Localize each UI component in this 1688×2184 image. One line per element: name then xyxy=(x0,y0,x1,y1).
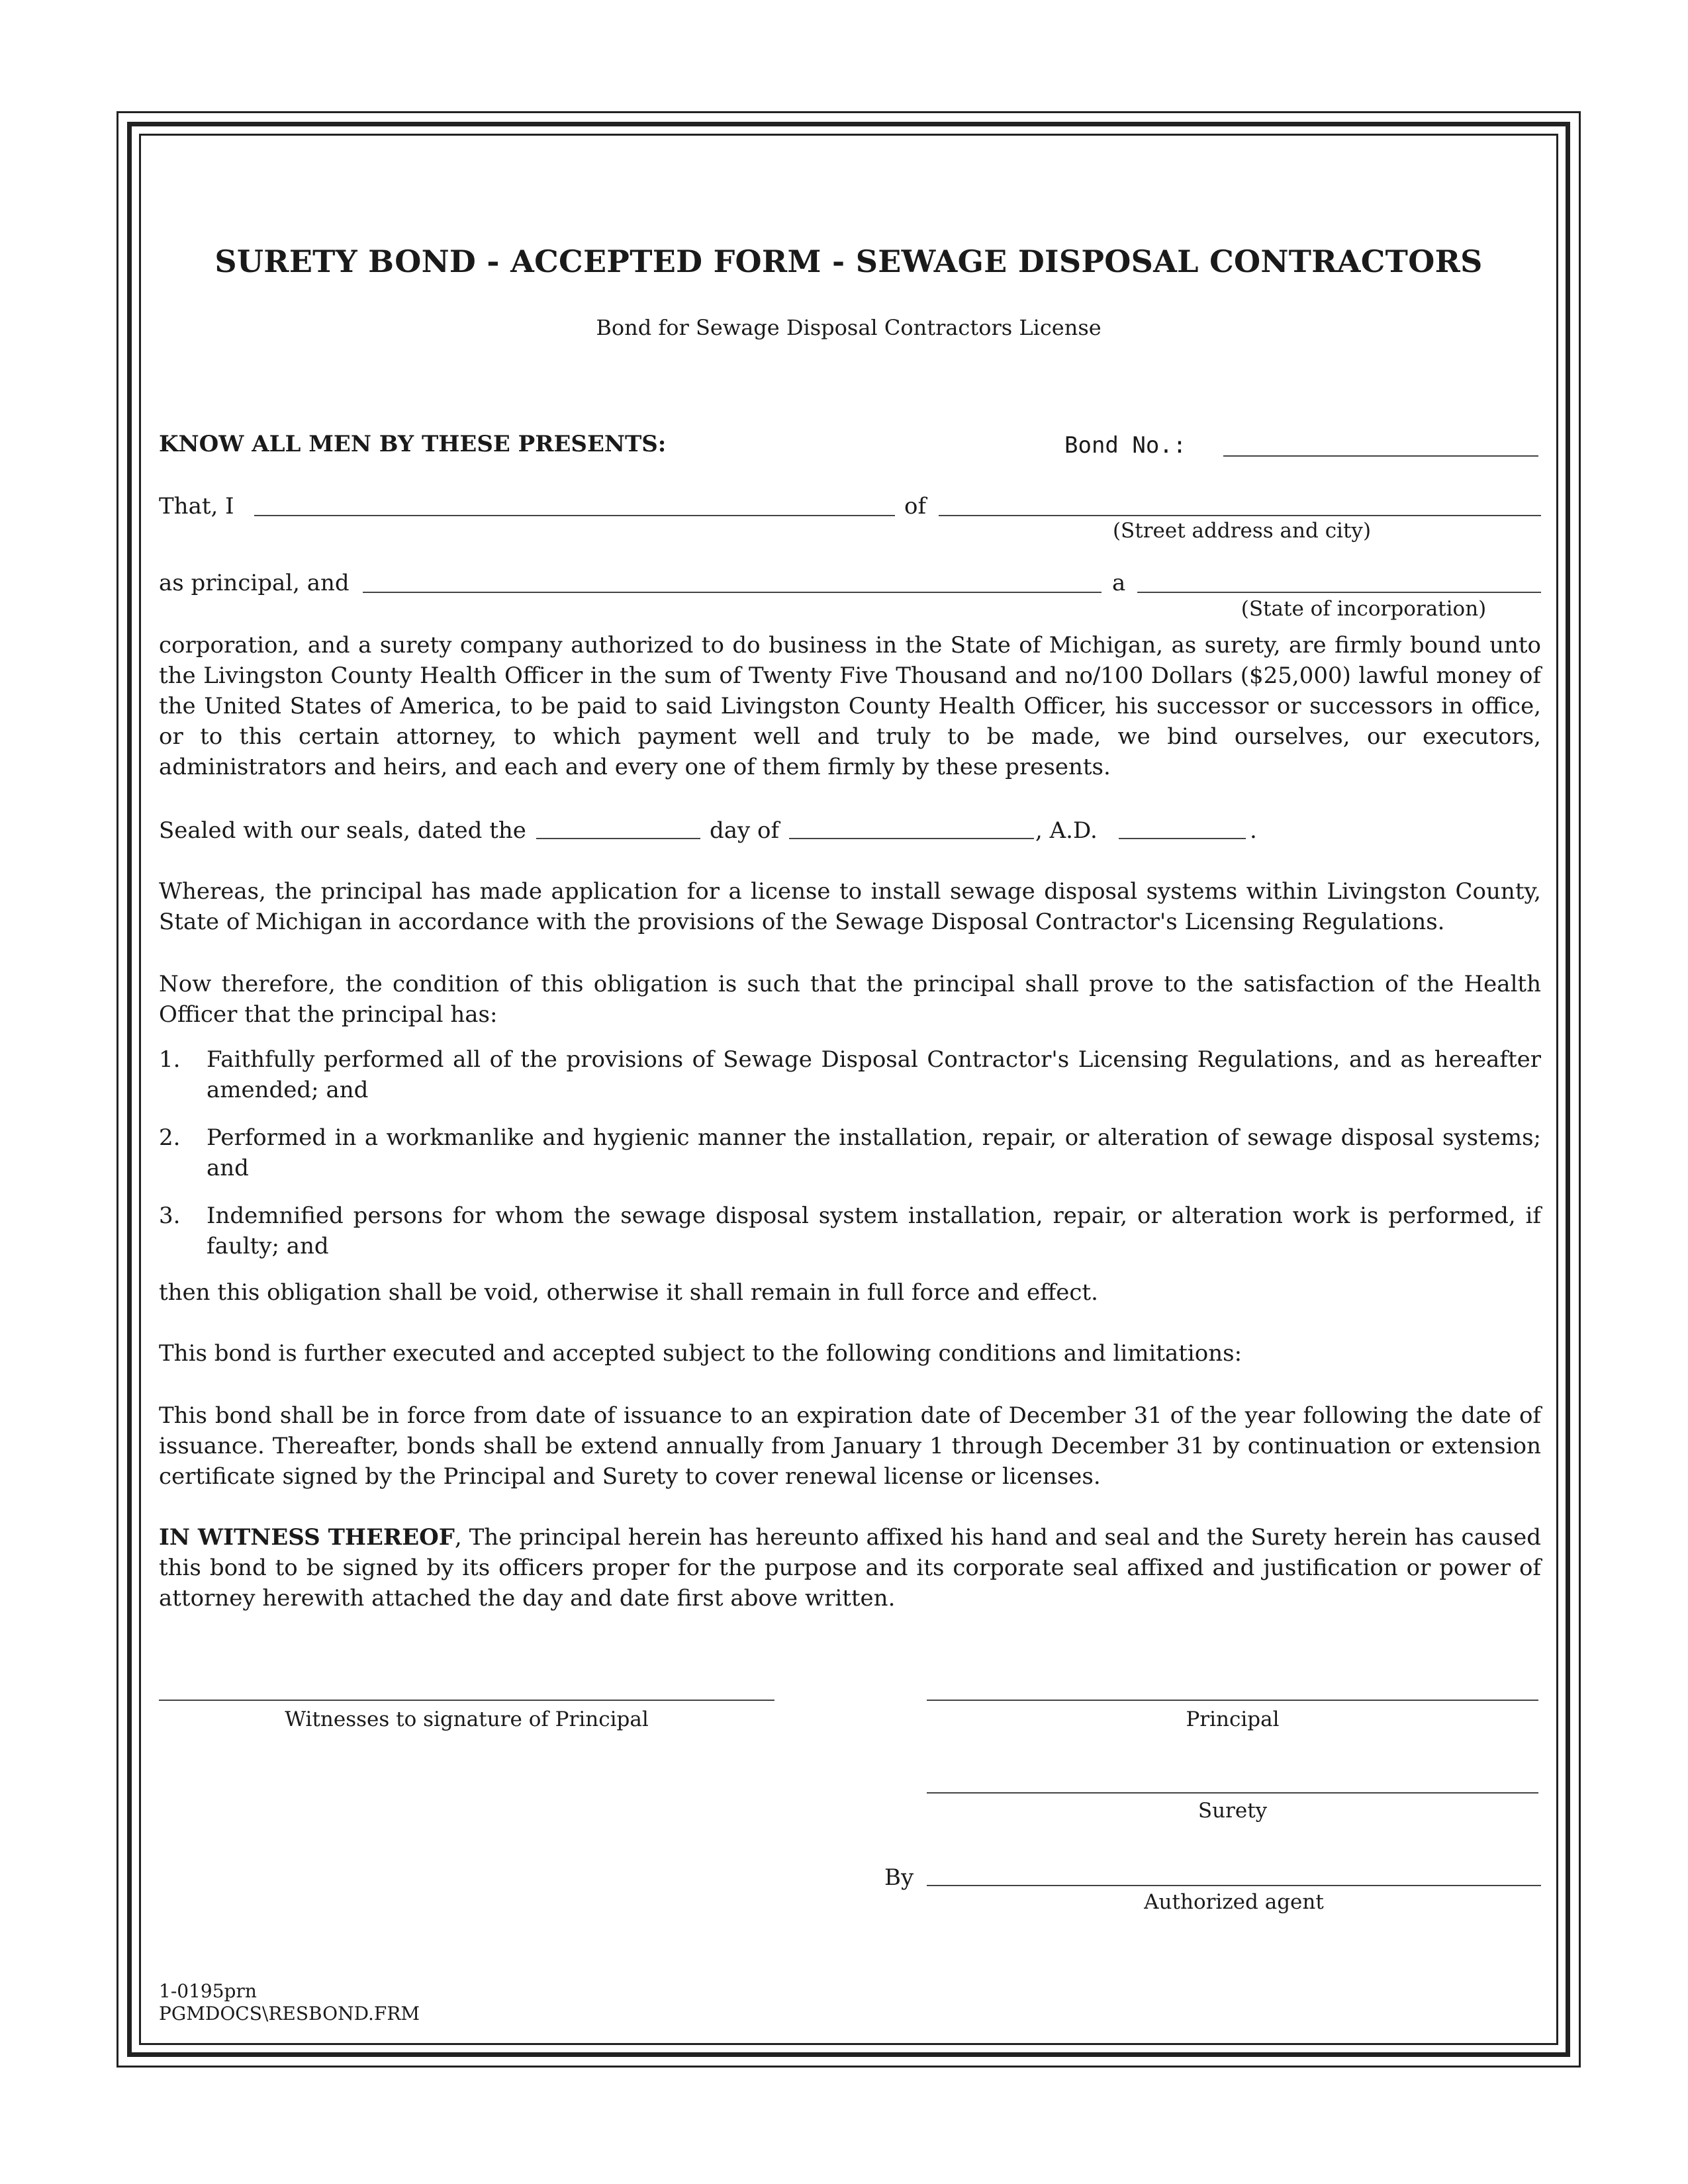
whereas-paragraph: Whereas, the principal has made application for a license to install sewage disposal systems within Livingston County, State of Michigan in accordance with the provisions of the Sewage Disposal Contractor's Licensing Regulations. xyxy=(159,878,1541,935)
surety-signature-line[interactable] xyxy=(927,1792,1538,1794)
street-address-caption: (Street address and city) xyxy=(1112,519,1372,543)
by-label: By xyxy=(884,1864,914,1891)
void-clause-paragraph: then this obligation shall be void, otherwise it shall remain in full force and effect. xyxy=(159,1279,1098,1306)
principal-caption: Principal xyxy=(1186,1707,1280,1731)
that-i-label: That, I xyxy=(159,493,234,520)
of-label: of xyxy=(904,493,927,520)
list-item: Faithfully performed all of the provisions of Sewage Disposal Contractor's Licensing Regulations, and as hereafter amended; and xyxy=(207,1046,1541,1103)
bond-term-paragraph: This bond shall be in force from date of issuance to an expiration date of December 31 of the year following the date of issuance. Thereafter, bonds shall be extend annually from January 1 through December 31 by continuation or extension certificate signed by the Principal and Surety to cover renewal license or licenses. xyxy=(159,1402,1541,1490)
state-incorporation-field[interactable] xyxy=(1137,592,1541,593)
list-item: Indemnified persons for whom the sewage disposal system installation, repair, or alteration work is performed, if faulty; and xyxy=(207,1203,1541,1259)
sealed-month-field[interactable] xyxy=(789,838,1034,839)
list-item: Performed in a workmanlike and hygienic manner the installation, repair, or alteration of sewage disposal systems; and xyxy=(207,1124,1541,1181)
agent-caption: Authorized agent xyxy=(1144,1890,1324,1914)
a-label: a xyxy=(1112,570,1126,596)
witness-paragraph xyxy=(159,1522,1541,1614)
item-number: 2. xyxy=(159,1124,181,1151)
ad-label: , A.D. xyxy=(1035,817,1098,844)
bond-no-field[interactable] xyxy=(1223,455,1538,457)
document-subtitle: Bond for Sewage Disposal Contractors License xyxy=(596,315,1102,340)
sealed-year-field[interactable] xyxy=(1119,838,1246,839)
item-number: 1. xyxy=(159,1046,181,1073)
form-code: 1-0195prn xyxy=(159,1980,257,2002)
street-address-field[interactable] xyxy=(939,515,1541,516)
form-file-path: PGMDOCS\RESBOND.FRM xyxy=(159,2003,420,2025)
state-incorporation-caption: (State of incorporation) xyxy=(1241,597,1487,621)
conditions-intro-paragraph: This bond is further executed and accepted subject to the following conditions and limitations: xyxy=(159,1340,1243,1367)
item-number: 3. xyxy=(159,1203,181,1229)
know-all-heading: KNOW ALL MEN BY THESE PRESENTS: xyxy=(159,431,667,457)
surety-caption: Surety xyxy=(1197,1799,1268,1823)
witness-signature-line[interactable] xyxy=(159,1700,774,1701)
witnesses-caption: Witnesses to signature of Principal xyxy=(285,1707,649,1731)
bond-obligation-paragraph: corporation, and a surety company authorized to do business in the State of Michigan, as surety, are firmly bound unto the Livingston County Health Officer in the sum of Twenty Five Thousand and no/100 Dollars ($25,000) lawful money of the United States of America, to be paid to said Livingston County Health Officer, his successor or successors in office, or to this certain attorney, to which payment well and truly to be made, we bind ourselves, our executors, administrators and heirs, and each and every one of them firmly by these presents. xyxy=(159,632,1541,780)
sealed-day-field[interactable] xyxy=(536,838,700,839)
day-of-label: day of xyxy=(710,817,780,844)
sealed-period: . xyxy=(1250,817,1257,844)
agent-signature-line[interactable] xyxy=(927,1885,1541,1886)
surety-company-field[interactable] xyxy=(363,592,1102,593)
document-title: SURETY BOND - ACCEPTED FORM - SEWAGE DISPOSAL CONTRACTORS xyxy=(214,244,1483,279)
principal-signature-line[interactable] xyxy=(927,1700,1538,1701)
sealed-label: Sealed with our seals, dated the xyxy=(159,817,526,844)
witness-lead: IN WITNESS THEREOF xyxy=(159,1524,455,1551)
as-principal-label: as principal, and xyxy=(159,570,350,596)
principal-name-field[interactable] xyxy=(254,515,895,516)
witness-text: , The principal herein has hereunto affixed his hand and seal and the Surety herein has caused this bond to be signed by its officers proper for the purpose and its corporate seal affixed and justification or power of attorney herewith attached the day and date first above written. xyxy=(159,1524,1542,1612)
now-therefore-paragraph: Now therefore, the condition of this obligation is such that the principal shall prove to the satisfaction of the Health Officer that the principal has: xyxy=(159,971,1541,1028)
bond-no-label: Bond No.: xyxy=(1064,432,1187,459)
